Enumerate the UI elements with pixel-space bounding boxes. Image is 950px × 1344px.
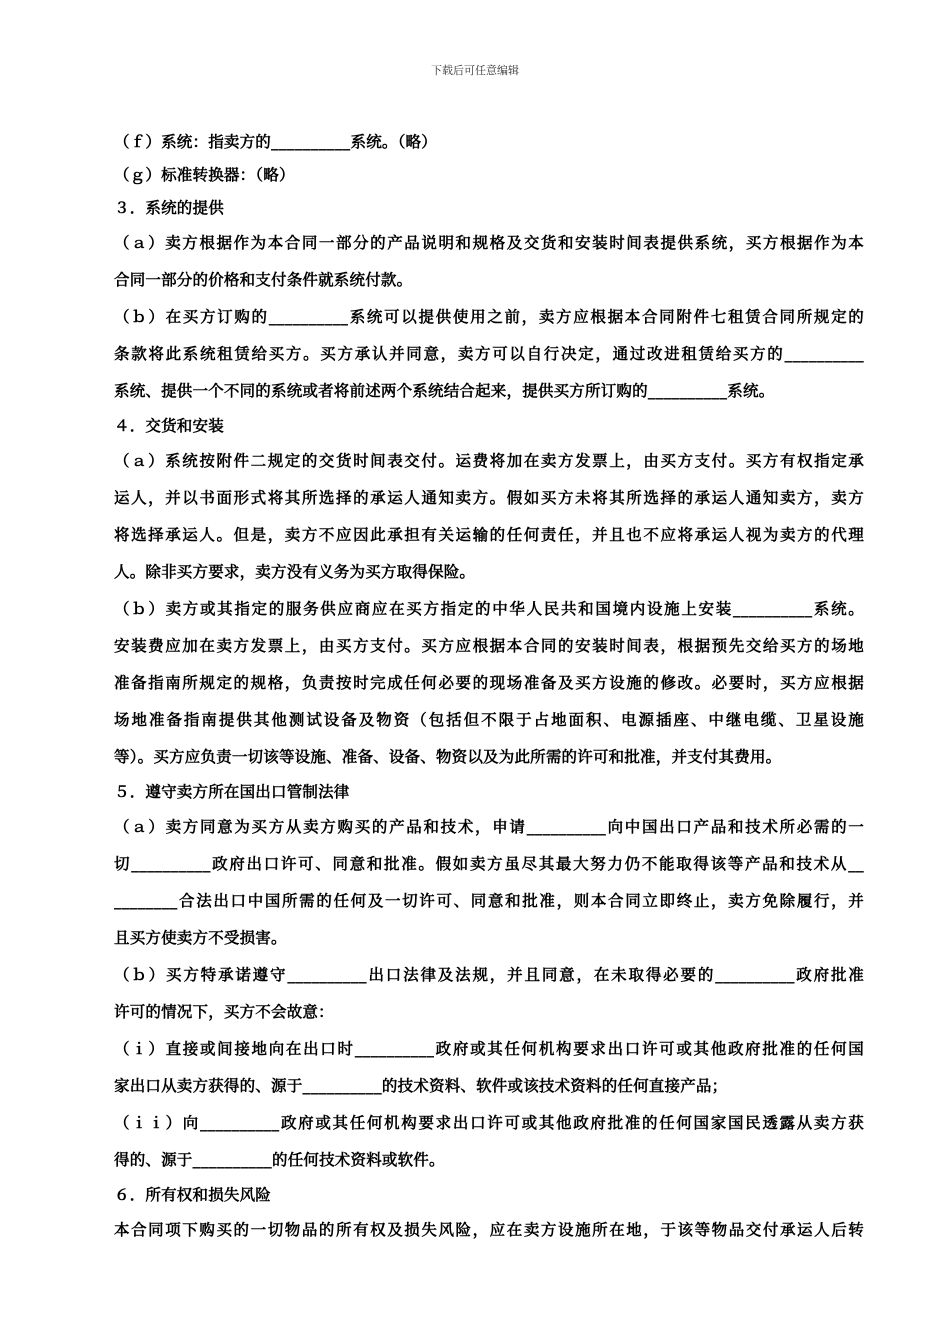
text-line: （ｂ）买方特承诺遵守__________出口法律及法规，并且同意，在未取得必要的__________政府批准 — [114, 966, 864, 984]
text-line: 切__________政府出口许可、同意和批准。假如卖方虽尽其最大努力仍不能取得该等产品和技术从__ — [114, 855, 864, 873]
text-line: 且买方使卖方不受损害。 — [114, 929, 287, 947]
text-line: （ｂ）卖方或其指定的服务供应商应在买方指定的中华人民共和国境内设施上安装__________系统。 — [114, 600, 864, 618]
text-line: 许可的情况下，买方不会故意： — [114, 1003, 334, 1021]
text-line: 系统、提供一个不同的系统或者将前述两个系统结合起来，提供买方所订购的__________系统。 — [114, 382, 775, 400]
clause-f-system: （ｆ）系统：指卖方的__________系统。（略） — [114, 133, 437, 151]
text-line: （ｂ）在买方订购的__________系统可以提供使用之前，卖方应根据本合同附件七租赁合同所规定的 — [114, 308, 864, 326]
section-6-heading: ６．所有权和损失风险 — [114, 1186, 272, 1204]
text-line: 合同一部分的价格和支付条件就系统付款。 — [114, 271, 413, 289]
text-line: 运人，并以书面形式将其所选择的承运人通知卖方。假如买方未将其所选择的承运人通知卖方，卖方 — [114, 489, 864, 507]
text-line: 条款将此系统租赁给买方。买方承认并同意，卖方可以自行决定，通过改进租赁给买方的__________ — [114, 345, 864, 363]
clause-g-converter: （ｇ）标准转换器：（略） — [114, 166, 295, 184]
text-line: 准备指南所规定的规格，负责按时完成任何必要的现场准备及买方设施的修改。必要时，买方应根据 — [114, 674, 864, 692]
text-line: （ａ）系统按附件二规定的交货时间表交付。运费将加在卖方发票上，由买方支付。买方有权指定承 — [114, 452, 864, 470]
text-line: 等）。买方应负责一切该等设施、准备、设备、物资以及为此所需的许可和批准，并支付其费用。 — [114, 748, 782, 766]
text-line: ________合法出口中国所需的任何及一切许可、同意和批准，则本合同立即终止，卖方免除履行，并 — [114, 892, 864, 910]
text-line: 家出口从卖方获得的、源于__________的技术资料、软件或该技术资料的任何直接产品； — [114, 1077, 728, 1095]
text-line: 本合同项下购买的一切物品的所有权及损失风险，应在卖方设施所在地，于该等物品交付承运人后转 — [114, 1221, 864, 1239]
text-line: 安装费应加在卖方发票上，由买方支付。买方应根据本合同的安装时间表，根据预先交给买方的场地 — [114, 637, 864, 655]
section-4-heading: ４．交货和安装 — [114, 417, 224, 435]
section-3-heading: ３．系统的提供 — [114, 199, 224, 217]
document-body — [114, 126, 864, 1249]
text-line: 场地准备指南提供其他测试设备及物资（包括但不限于占地面积、电源插座、中继电缆、卫星设施 — [114, 711, 864, 729]
page-header: 下载后可任意编辑 — [431, 64, 519, 77]
text-line: （ｉｉ）向__________政府或其任何机构要求出口许可或其他政府批准的任何国家国民透露从卖方获 — [114, 1114, 864, 1132]
text-line: （ａ）卖方根据作为本合同一部分的产品说明和规格及交货和安装时间表提供系统，买方根据作为本 — [114, 234, 864, 252]
text-line: 人。除非买方要求，卖方没有义务为买方取得保险。 — [114, 563, 476, 581]
section-5-heading: ５．遵守卖方所在国出口管制法律 — [114, 783, 350, 801]
text-line: （ｉ）直接或间接地向在出口时__________政府或其任何机构要求出口许可或其他政府批准的任何国 — [114, 1040, 864, 1058]
text-line: 得的、源于__________的任何技术资料或软件。 — [114, 1151, 445, 1169]
text-line: （ａ）卖方同意为买方从卖方购买的产品和技术，申请__________向中国出口产品和技术所必需的一 — [114, 818, 864, 836]
text-line: 将选择承运人。但是，卖方不应因此承担有关运输的任何责任，并且也不应将承运人视为卖方的代理 — [114, 526, 864, 544]
